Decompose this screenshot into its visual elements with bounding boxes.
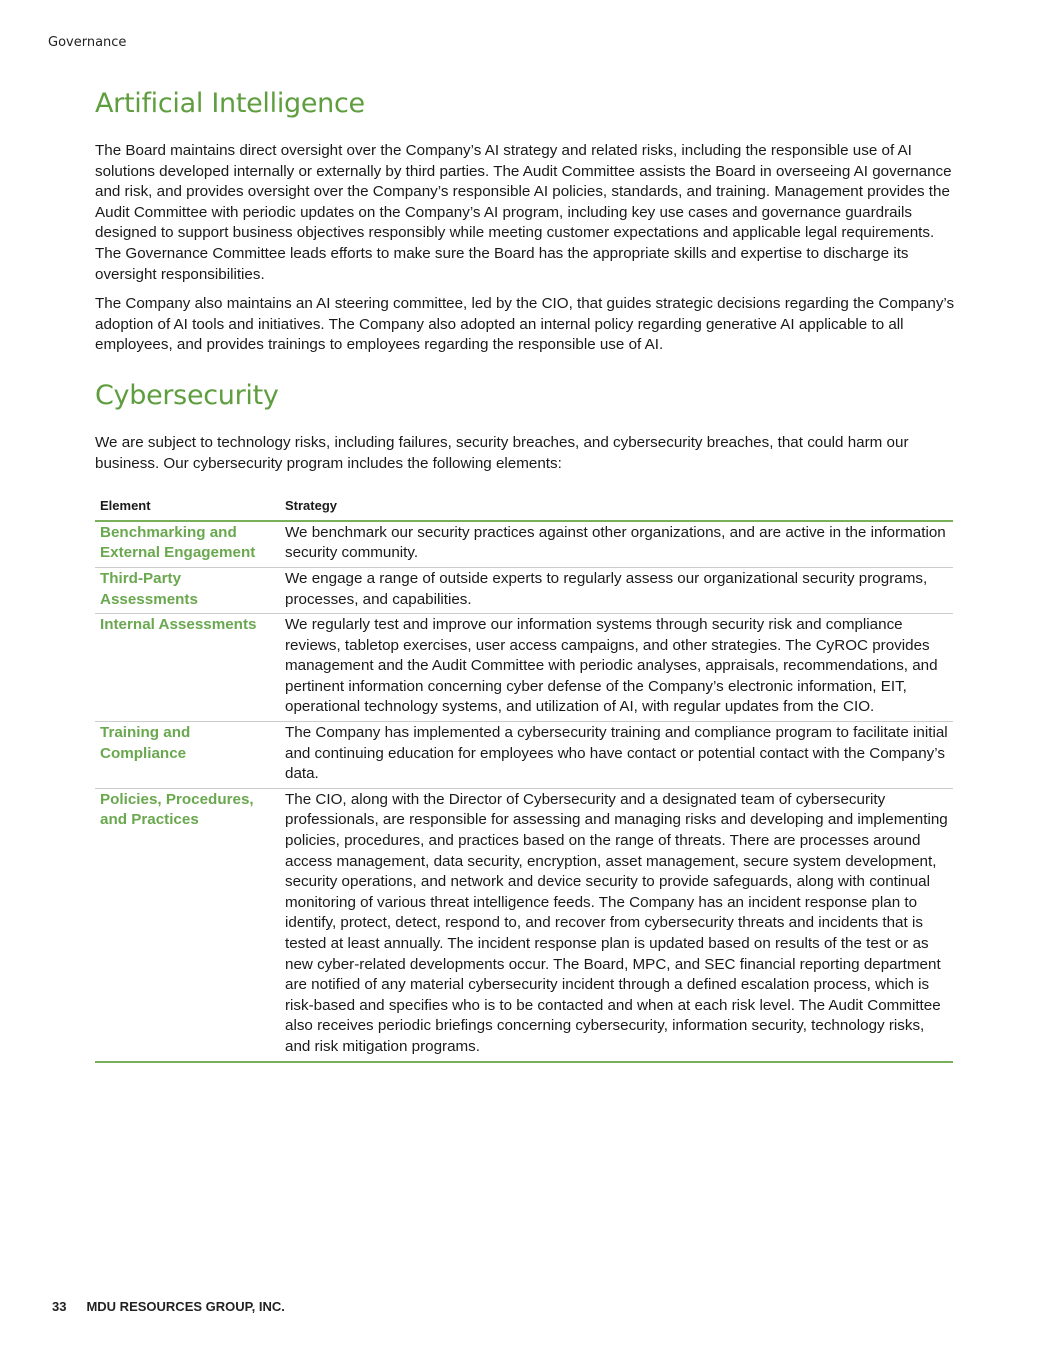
strategy-cell: We regularly test and improve our information systems through security risk and compliance reviews, tabletop exercises, user access campaigns, and other strategies. The CyROC provides management and the Audit Committee with periodic analyses, appraisals, recommendations, and pertinent information concerning cyber defense of the Company’s electronic information, EIT, operational technology systems, and utilization of AI, with regular updates from the CIO.: [280, 614, 953, 722]
ai-paragraph: The Company also maintains an AI steering committee, led by the CIO, that guides strategic decisions regarding the Company’s adoption of AI tools and initiatives. The Company also adopted an internal policy regarding generative AI applicable to all employees, and provides trainings to employees regarding the responsible use of AI.: [95, 295, 955, 354]
table-row: [95, 521, 953, 568]
table-row: [95, 788, 953, 1061]
strategy-cell: We engage a range of outside experts to regularly assess our organizational security programs, processes, and capabilities.: [280, 567, 953, 613]
table-row: [95, 722, 953, 789]
section-title-ai: Artificial Intelligence: [95, 88, 365, 119]
cyber-elements-table: [95, 494, 953, 1062]
table-row: [95, 614, 953, 722]
element-cell: Policies, Procedures, and Practices: [95, 788, 280, 1061]
column-header-strategy: Strategy: [280, 494, 953, 521]
element-cell: Training and Compliance: [95, 722, 280, 789]
page-number: 33: [52, 1299, 67, 1314]
column-header-element: Element: [95, 494, 280, 521]
element-cell: Internal Assessments: [95, 614, 280, 722]
ai-paragraph: The Board maintains direct oversight over the Company’s AI strategy and related risks, including the responsible use of AI solutions developed internally or externally by third parties. The Audit Committee assists the Board in overseeing AI governance and risk, and provides oversight over the Company’s responsible AI policies, standards, and training. Management provides the Audit Committee with periodic updates on the Company’s AI program, including key use cases and governance guardrails designed to support business objectives responsibly while meeting customer expectations and applicable legal requirements. The Governance Committee leads efforts to make sure the Board has the appropriate skills and expertise to discharge its oversight responsibilities.: [95, 142, 952, 283]
table-row: [95, 567, 953, 613]
cyber-intro: We are subject to technology risks, including failures, security breaches, and cybersecurity breaches, that could harm our business. Our cybersecurity program includes the following elements:: [95, 433, 909, 472]
section-title-cybersecurity: Cybersecurity: [95, 379, 279, 411]
page-content: [95, 88, 955, 1063]
page-footer: [52, 1299, 305, 1314]
strategy-cell: The CIO, along with the Director of Cybersecurity and a designated team of cybersecurity professionals, are responsible for assessing and managing risks and developing and implementing policies, procedures, and practices based on the range of threats. There are processes around access management, data security, encryption, asset management, secure system development, security operations, and network and device security to provide safeguards, along with continual monitoring of various threat intelligence feeds. The Company has an incident response plan to identify, protect, detect, respond to, and recover from cybersecurity threats and incidents that is tested at least annually. The incident response plan is updated based on results of the test or as new cyber-related developments occur. The Board, MPC, and SEC financial reporting department are notified of any material cybersecurity incident through a defined escalation process, which is risk-based and specifies who is to be contacted and when at each risk level. The Audit Committee also receives periodic briefings concerning cybersecurity, information security, technology risks, and risk mitigation programs.: [280, 788, 953, 1061]
element-cell: Third-Party Assessments: [95, 567, 280, 613]
strategy-cell: The Company has implemented a cybersecurity training and compliance program to facilitate initial and continuing education for employees who have contact or potential contact with the Company’s data.: [280, 722, 953, 789]
company-name: MDU RESOURCES GROUP, INC.: [86, 1299, 285, 1314]
strategy-cell: We benchmark our security practices against other organizations, and are active in the information security community.: [280, 521, 953, 568]
running-header: Governance: [48, 35, 127, 50]
table-header-row: [95, 494, 953, 521]
element-cell: Benchmarking and External Engagement: [95, 521, 280, 568]
